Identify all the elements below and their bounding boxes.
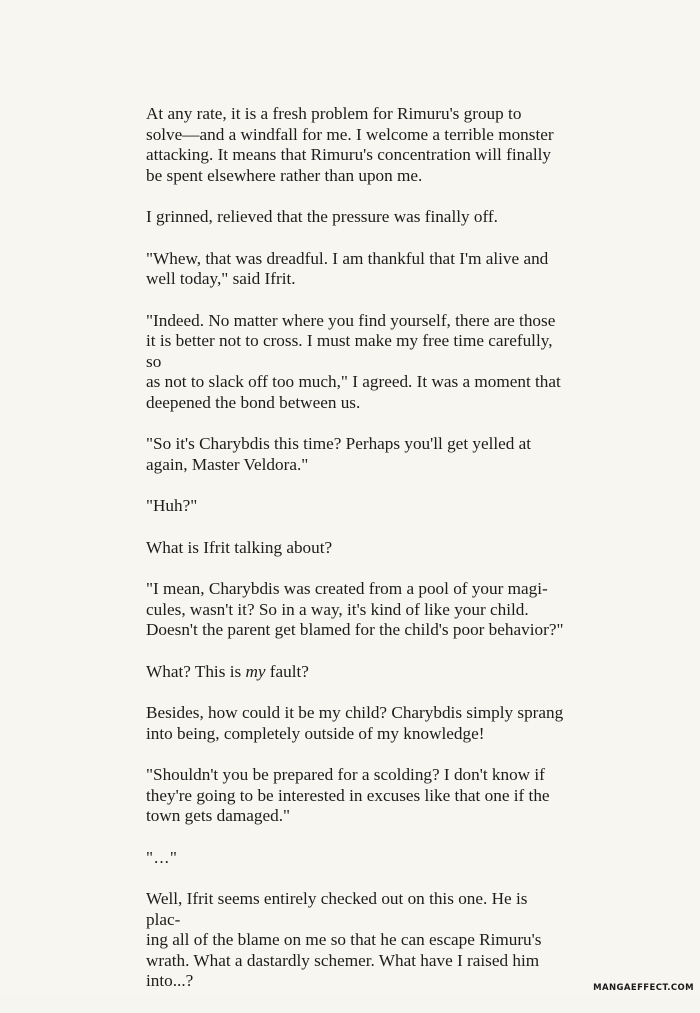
paragraph-text: What? This is [146,661,246,681]
paragraph: I grinned, relieved that the pressure was finally off. [146,207,498,226]
paragraph-text: fault? [265,661,309,681]
paragraph: Besides, how could it be my child? Charybdis simply sprang into being, completely outside of my knowledge! [146,703,564,743]
paragraph: What is Ifrit talking about? [146,537,333,557]
paragraph: "I mean, Charybdis was created from a pool of your magi- cules, wasn't it? So in a way, it's kind of like your child. Doesn't the parent get blamed for the child's poor behavior?" [146,579,564,639]
site-watermark: MANGAEFFECT.COM [593,983,694,993]
paragraph: "Whew, that was dreadful. I am thankful that I'm alive and well today," said Ifrit. [146,248,549,288]
paragraph: "So it's Charybdis this time? Perhaps you'll get yelled at again, Master Veldora." [146,434,532,474]
paragraph: "..." [146,847,178,867]
body-text [146,104,566,1013]
paragraph: At any rate, it is a fresh problem for Rimuru's group to solve—and a windfall for me. I welcome a terrible monster attacking. It means that Rimuru's concentration will finally be spent elsewhere rather than upon me. [146,104,554,185]
paragraph: "Huh?" [146,496,198,515]
paragraph: "Indeed. No matter where you find yourself, there are those it is better not to cross. I must make my free time carefully, so as not to slack off too much," I agreed. It was a moment that deepened the bond between us. [146,310,561,412]
paragraph: Well, Ifrit seems entirely checked out on this one. He is plac- ing all of the blame on me so that he can escape Rimuru's wrath. What a dastardly schemer. What have I raised him into...? [146,889,542,990]
paragraph: "Shouldn't you be prepared for a scolding? I don't know if they're going to be interested in excuses like that one if the town gets damaged." [146,765,550,825]
emphasis-text: my [245,661,266,681]
paragraph-with-emphasis [146,662,566,683]
